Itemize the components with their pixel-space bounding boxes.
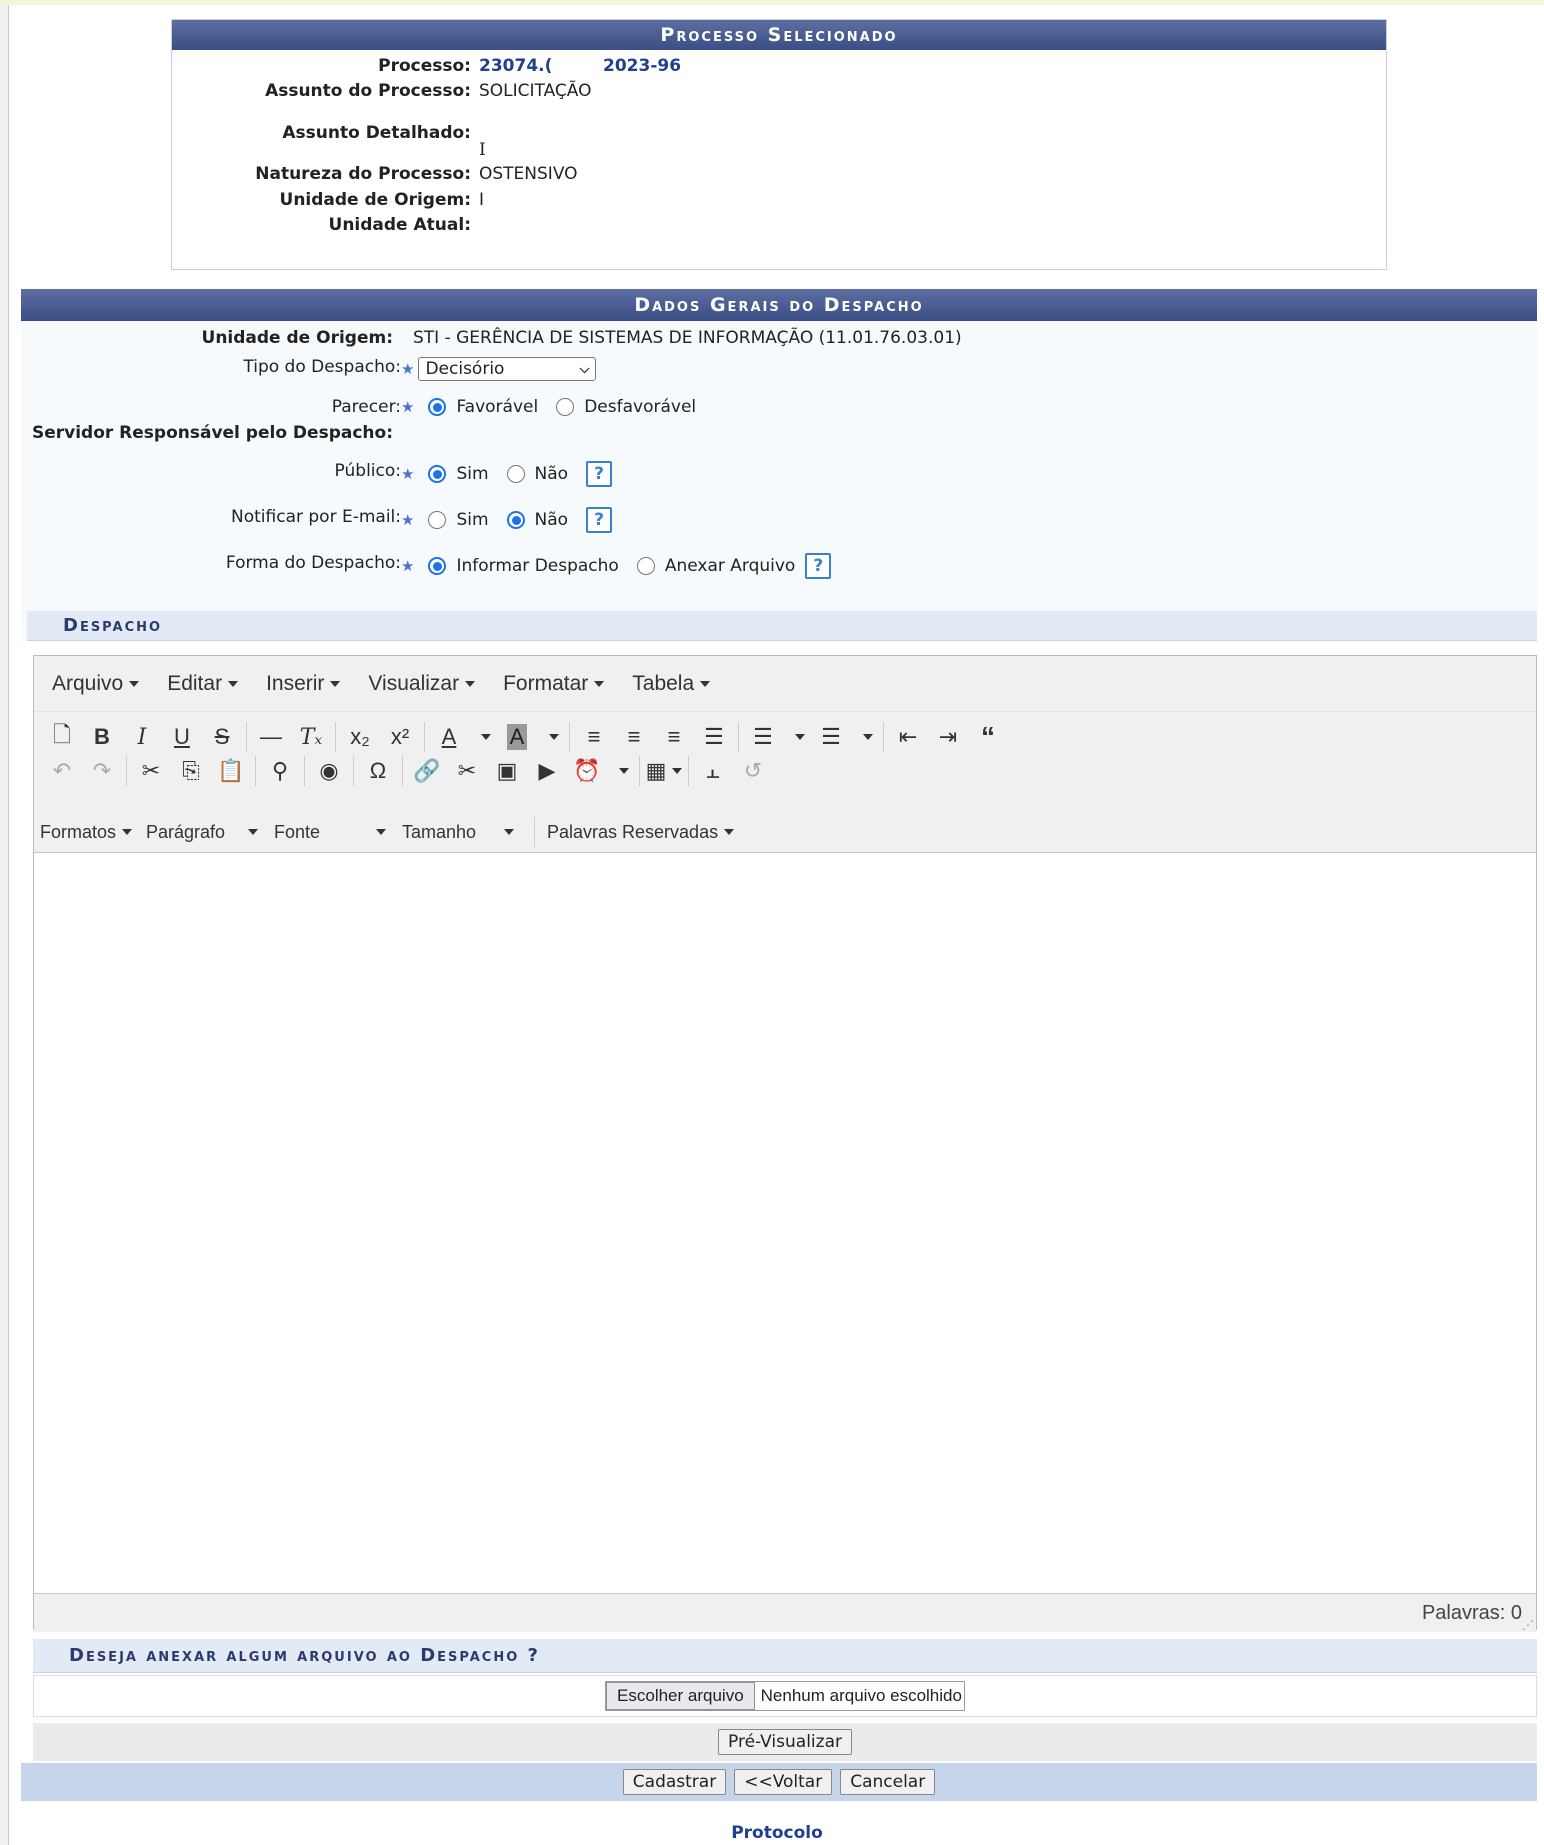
processo-header: Processo Selecionado [172, 20, 1386, 50]
editor-statusbar [34, 1594, 1536, 1632]
cancelar-button[interactable]: Cancelar [840, 1769, 935, 1795]
editor-content-area[interactable] [34, 853, 1536, 1594]
action-bar [21, 1763, 1537, 1801]
unidade-origem-despacho-value: STI - GERÊNCIA DE SISTEMAS DE INFORMAÇÃO (11.01.76.03.01) [413, 328, 962, 348]
page-break-icon[interactable]: ⫠ [706, 758, 720, 783]
unidade-origem-value: I [479, 190, 485, 210]
help-icon[interactable]: ? [586, 507, 612, 533]
unlink-icon[interactable]: ✂ [457, 758, 477, 783]
align-justify-icon[interactable]: ☰ [704, 724, 724, 749]
publico-row [21, 461, 1537, 491]
datetime-dropdown-icon[interactable] [607, 754, 635, 788]
subscript-icon[interactable]: x₂ [350, 724, 370, 749]
menu-editar[interactable]: Editar [167, 672, 238, 696]
assunto-value: SOLICITAÇÃO [479, 81, 592, 101]
cut-icon[interactable]: ✂ [141, 758, 161, 783]
caret-down-icon [465, 681, 475, 687]
parecer-desfavoravel-radio[interactable] [556, 398, 574, 416]
forma-anexar-label: Anexar Arquivo [664, 556, 796, 576]
forma-label: Forma do Despacho: [225, 553, 401, 573]
protocolo-link[interactable]: Protocolo [731, 1823, 823, 1843]
servidor-row [21, 423, 1537, 453]
formatos-dropdown[interactable]: Formatos [40, 822, 130, 843]
help-icon[interactable]: ? [586, 461, 612, 487]
menu-tabela[interactable]: Tabela [632, 672, 710, 696]
align-center-icon[interactable]: ≡ [627, 724, 641, 749]
publico-sim-radio[interactable] [428, 465, 446, 483]
undo-icon[interactable]: ↶ [52, 758, 72, 783]
underline-icon[interactable]: U [174, 724, 190, 749]
bold-icon[interactable]: B [94, 724, 110, 749]
publico-nao-radio[interactable] [507, 465, 525, 483]
dados-gerais-panel [21, 289, 1537, 641]
forma-informar-radio[interactable] [428, 557, 446, 575]
superscript-icon[interactable]: x² [390, 724, 410, 749]
menu-formatar[interactable]: Formatar [503, 672, 604, 696]
media-icon[interactable]: ▶ [538, 758, 556, 783]
forma-row [21, 553, 1537, 583]
tipo-despacho-row [21, 357, 1537, 387]
editor-menubar [34, 656, 1536, 712]
despacho-header: Despacho [27, 611, 1537, 641]
natureza-label: Natureza do Processo: [255, 164, 471, 184]
unidade-origem-despacho-label: Unidade de Origem: [201, 328, 393, 348]
table-icon[interactable]: ▦ [644, 754, 684, 788]
publico-nao-label: Não [534, 464, 569, 484]
natureza-row [172, 164, 1386, 188]
tipo-despacho-value: Decisório [425, 359, 505, 379]
required-star-icon: ★ [401, 511, 415, 529]
preview-button[interactable]: Pré-Visualizar [718, 1729, 852, 1755]
page [8, 5, 1544, 1845]
bullet-list-dropdown-icon[interactable] [783, 720, 811, 754]
restore-draft-icon[interactable]: ↺ [743, 758, 763, 783]
dados-header: Dados Gerais do Despacho [21, 289, 1537, 321]
processo-panel [171, 19, 1387, 270]
caret-down-icon [700, 681, 710, 687]
caret-down-icon [129, 681, 139, 687]
editor-toolbar [34, 712, 1536, 853]
processo-number-a[interactable]: 23074.( [479, 56, 553, 76]
fonte-dropdown[interactable]: Fonte [274, 822, 386, 843]
tamanho-dropdown[interactable]: Tamanho [402, 822, 514, 843]
text-color-dropdown-icon[interactable] [469, 720, 497, 754]
required-star-icon: ★ [401, 557, 415, 575]
align-left-icon[interactable]: ≡ [587, 724, 601, 749]
paste-icon[interactable]: 📋 [217, 758, 245, 783]
menu-inserir[interactable]: Inserir [266, 672, 340, 696]
align-right-icon[interactable]: ≡ [667, 724, 681, 749]
bullet-list-icon[interactable]: ☰ [753, 724, 773, 749]
new-document-icon[interactable]: 🗋 [53, 722, 71, 747]
parecer-favoravel-radio[interactable] [428, 398, 446, 416]
assunto-detalhado-label: Assunto Detalhado: [282, 123, 471, 143]
unidade-origem-despacho-row [21, 328, 1537, 358]
unidade-origem-label: Unidade de Origem: [279, 190, 471, 210]
forma-anexar-radio[interactable] [637, 557, 655, 575]
unidade-atual-label: Unidade Atual: [328, 215, 471, 235]
menu-arquivo[interactable]: Arquivo [52, 672, 139, 696]
copy-icon[interactable]: ⎘ [182, 758, 200, 783]
chevron-down-icon: ⌵ [579, 361, 590, 377]
outdent-icon[interactable]: ⇤ [898, 724, 918, 749]
find-replace-icon[interactable]: ⚲ [271, 758, 289, 783]
tipo-despacho-select[interactable] [418, 357, 596, 381]
numbered-list-dropdown-icon[interactable] [851, 720, 879, 754]
required-star-icon: ★ [401, 465, 415, 483]
required-star-icon: ★ [401, 398, 415, 416]
paragrafo-dropdown[interactable]: Parágrafo [146, 822, 258, 843]
preview-icon[interactable]: ◉ [319, 758, 339, 783]
assunto-detalhado-value: I [479, 140, 486, 160]
assunto-row [172, 81, 1386, 105]
notificar-label: Notificar por E-mail: [231, 507, 401, 527]
redo-icon[interactable]: ↷ [92, 758, 112, 783]
processo-number-b[interactable]: 2023-96 [603, 56, 682, 76]
anexo-panel [33, 1675, 1537, 1717]
parecer-label: Parecer: [331, 397, 401, 417]
notificar-sim-label: Sim [456, 510, 489, 530]
unidade-origem-row [172, 190, 1386, 214]
servidor-label: Servidor Responsável pelo Despacho: [31, 423, 393, 443]
clear-format-icon[interactable]: Tₓ [299, 724, 323, 750]
menu-visualizar[interactable]: Visualizar [368, 672, 475, 696]
natureza-value: OSTENSIVO [479, 164, 578, 184]
file-input[interactable] [605, 1681, 965, 1711]
numbered-list-icon[interactable]: ☰ [821, 724, 841, 749]
caret-down-icon [330, 681, 340, 687]
processo-row [172, 56, 1386, 80]
assunto-label: Assunto do Processo: [265, 81, 471, 101]
background-color-icon[interactable]: A [497, 720, 537, 754]
notificar-nao-label: Não [534, 510, 569, 530]
notificar-row [21, 507, 1537, 537]
italic-icon[interactable]: I [137, 724, 147, 750]
horizontal-rule-icon[interactable]: — [260, 724, 282, 749]
unidade-atual-row [172, 215, 1386, 239]
caret-down-icon [594, 681, 604, 687]
processo-label: Processo: [378, 56, 471, 76]
required-star-icon: ★ [401, 360, 415, 378]
preview-bar [33, 1723, 1537, 1761]
choose-file-button[interactable]: Escolher arquivo [606, 1682, 755, 1710]
parecer-favoravel-label: Favorável [456, 397, 539, 417]
anexo-header: Deseja anexar algum arquivo ao Despacho ? [33, 1639, 1537, 1673]
strikethrough-icon[interactable]: S [214, 724, 230, 749]
rich-text-editor [33, 655, 1537, 1630]
resize-handle-icon[interactable]: ⋰ [1522, 1618, 1534, 1632]
text-color-icon[interactable]: A [441, 724, 457, 749]
voltar-button[interactable]: <<Voltar [734, 1769, 832, 1795]
notificar-nao-radio[interactable] [507, 511, 525, 529]
caret-down-icon [228, 681, 238, 687]
publico-label: Público: [334, 461, 401, 481]
forma-informar-label: Informar Despacho [456, 556, 619, 576]
notificar-sim-radio[interactable] [428, 511, 446, 529]
datetime-icon[interactable]: ⏰ [573, 758, 601, 783]
cadastrar-button[interactable]: Cadastrar [623, 1769, 726, 1795]
indent-icon[interactable]: ⇥ [938, 724, 958, 749]
file-status: Nenhum arquivo escolhido [760, 1686, 962, 1705]
parecer-desfavoravel-label: Desfavorável [584, 397, 697, 417]
assunto-detalhado-value-row [172, 140, 1386, 164]
special-character-icon[interactable]: Ω [369, 758, 387, 783]
tipo-despacho-label: Tipo do Despacho: [243, 357, 401, 377]
help-icon[interactable]: ? [805, 553, 831, 579]
word-count: Palavras: 0 [1421, 1602, 1522, 1624]
palavras-reservadas-dropdown[interactable]: Palavras Reservadas [547, 822, 734, 843]
image-icon[interactable]: ▣ [496, 758, 518, 783]
publico-sim-label: Sim [456, 464, 489, 484]
link-icon[interactable]: 🔗 [413, 758, 441, 783]
background-color-dropdown-icon[interactable] [537, 720, 565, 754]
blockquote-icon[interactable]: “ [981, 721, 995, 752]
